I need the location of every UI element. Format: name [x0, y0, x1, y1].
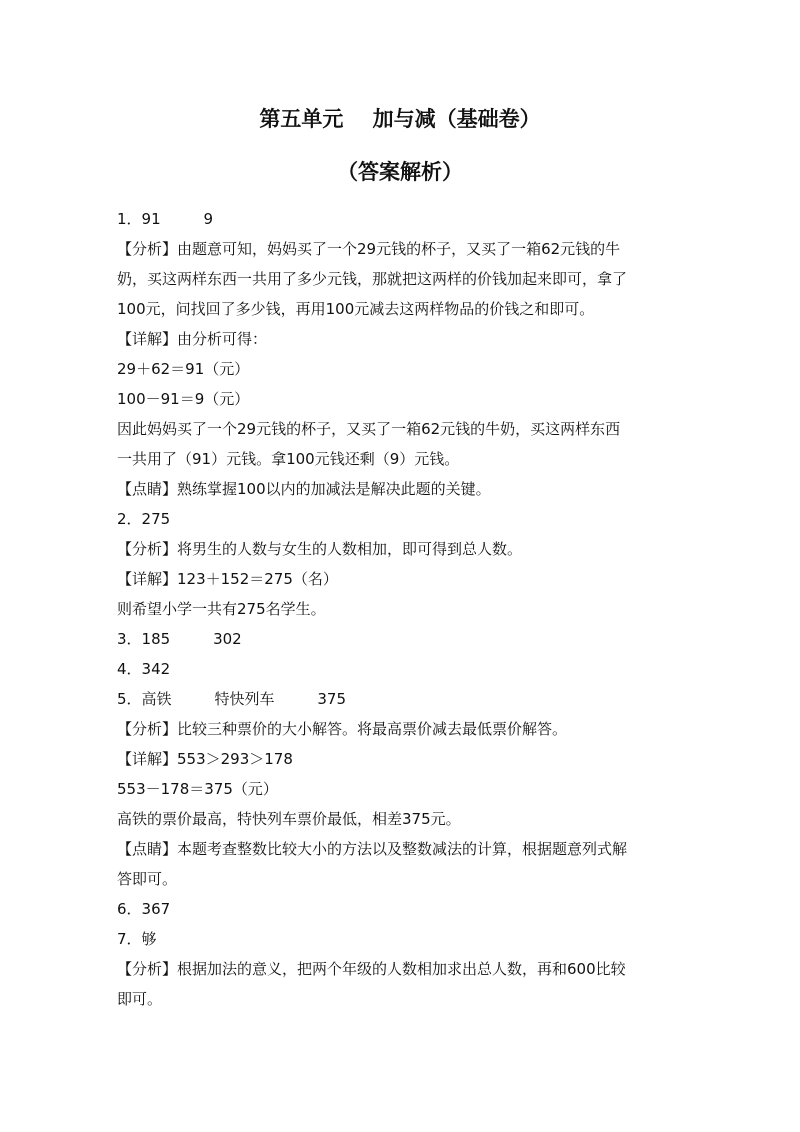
answer-line: 553－178＝375（元） — [117, 780, 278, 798]
answer-line: 即可。 — [117, 990, 163, 1008]
answer-line: 【分析】根据加法的意义，把两个年级的人数相加求出总人数，再和600比较 — [117, 960, 626, 978]
answer-body — [117, 204, 697, 1014]
answer-line: 【分析】比较三种票价的大小解答。将最高票价减去最低票价解答。 — [117, 720, 568, 738]
answer-line: 100－91＝9（元） — [117, 390, 250, 408]
answer-line: 2．275 — [117, 510, 171, 528]
answer-line: 【分析】由题意可知，妈妈买了一个29元钱的杯子，又买了一箱62元钱的牛 — [117, 240, 621, 258]
answer-line: 【详解】由分析可得： — [117, 330, 268, 348]
answer-line: 6．367 — [117, 900, 171, 918]
answer-line: 100元，问找回了多少钱，再用100元减去这两样物品的价钱之和即可。 — [117, 300, 595, 318]
answer-line: 奶，买这两样东西一共用了多少元钱，那就把这两样的价钱加起来即可，拿了 — [117, 270, 628, 288]
answer-line: 7．够 — [117, 930, 157, 948]
answer-line: 29＋62＝91（元） — [117, 360, 250, 378]
answer-line: 1．91 9 — [117, 210, 214, 228]
answer-line: 【点睛】熟练掌握100以内的加减法是解决此题的关键。 — [117, 480, 491, 498]
answer-line: 一共用了（91）元钱。拿100元钱还剩（9）元钱。 — [117, 450, 460, 468]
answer-line: 5．高铁 特快列车 375 — [117, 690, 346, 708]
answer-line: 4．342 — [117, 660, 171, 678]
answer-line: 则希望小学一共有275名学生。 — [117, 600, 326, 618]
page-subtitle: （答案解析） — [337, 160, 463, 184]
answer-line: 【详解】123＋152＝275（名） — [117, 570, 338, 588]
answer-line: 答即可。 — [117, 870, 178, 888]
answer-line: 3．185 302 — [117, 630, 242, 648]
answer-line: 【点睛】本题考查整数比较大小的方法以及整数减法的计算，根据题意列式解 — [117, 840, 628, 858]
answer-line: 【详解】553＞293＞178 — [117, 750, 293, 768]
page-title: 第五单元 加与减（基础卷） — [259, 107, 541, 131]
answer-line: 【分析】将男生的人数与女生的人数相加，即可得到总人数。 — [117, 540, 523, 558]
answer-line: 因此妈妈买了一个29元钱的杯子，又买了一箱62元钱的牛奶，买这两样东西 — [117, 420, 621, 438]
answer-line: 高铁的票价最高，特快列车票价最低，相差375元。 — [117, 810, 461, 828]
